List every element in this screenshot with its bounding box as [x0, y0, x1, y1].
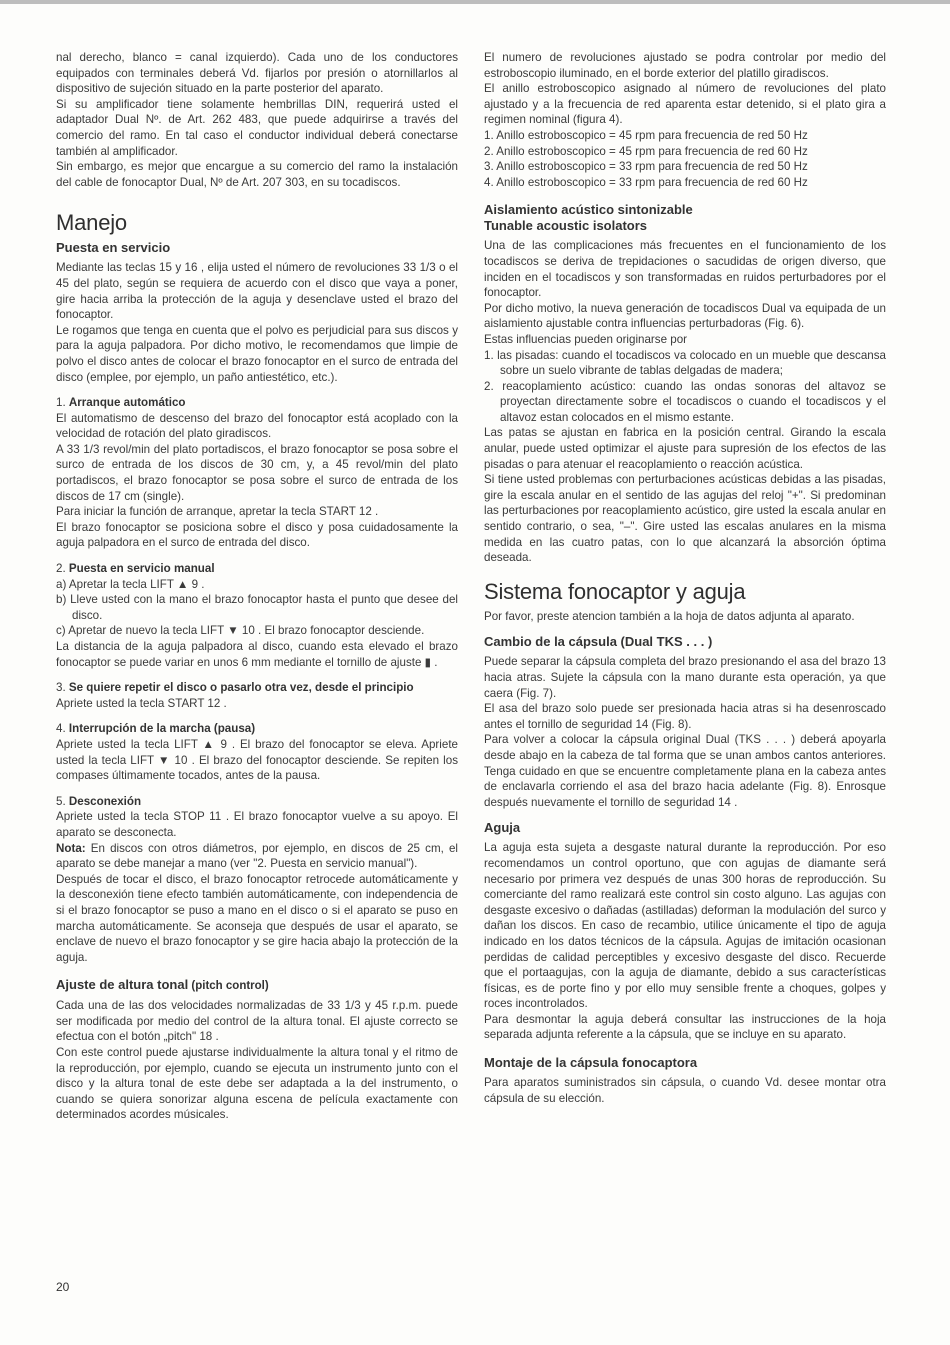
page-number: 20 [56, 1280, 70, 1294]
intro-paragraph-2: Si su amplificador tiene solamente hembrillas DIN, requerirá usted el adaptador Dual Nº. de Art. 262 483, que puede adquirirse a través del comercio del ramo. En tal caso el conductor individual deberá conectarse también al amplificador. [56, 97, 458, 158]
pitch-title: Ajuste de altura tonal [56, 977, 189, 993]
section-title-manejo: Manejo [56, 210, 127, 236]
puesta-paragraph-2: Le rogamos que tenga en cuenta que el polvo es perjudicial para sus discos y para la aguja palpadora. Por dicho motivo, le recomendamos que limpie de polvo el disco antes de colocar el brazo fonocaptor en el surco de entrada del disco (emplee, por ejemplo, un paño antiestético, etc.). [56, 323, 458, 384]
pitch-paragraph-1: Cada una de las dos velocidades normalizadas de 33 1/3 y 45 r.p.m. puede ser modificada por medio del control de la altura tonal. El ajuste correcto se efectua con el botón „pitch" 18 . [56, 999, 458, 1044]
after-play-paragraph: Después de tocar el disco, el brazo fonocaptor retrocede automáticamente y la desconexión tiene efecto también automáticamente, con independencia de si el brazo fonocaptor se puso a mano en el disco o si el aparato se puso en marcha automáticamente. Se aconseja que después de usar el aparato, se enclave de nuevo el brazo fonocaptor y se gire hacia abajo la protección de la aguja. [56, 872, 458, 964]
step-heading-4 [56, 721, 458, 737]
step-heading-2 [56, 561, 458, 577]
step-title: Se quiere repetir el disco o pasarlo otra vez, desde el principio [68, 681, 414, 695]
note-text: En discos con otros diámetros, por ejemplo, en discos de 25 cm, el aparato se debe manejar a mano (ver "2. Puesta en servicio manual"). [56, 841, 458, 871]
step-title: Interrupción de la marcha (pausa) [68, 722, 256, 736]
step-heading-1 [56, 395, 458, 411]
montaje-paragraph: Para aparatos suministrados sin cápsula, o cuando Vd. desee montar otra cápsula de su elección. [484, 1076, 886, 1105]
strobe-list [484, 128, 886, 190]
cambio-paragraph-1: Puede separar la cápsula completa del brazo presionando el asa del brazo 13 hacia atras. Sujete la cápsula con la mano durante esta operación, ya que caera (Fig. 7). [484, 655, 886, 700]
step-heading-5 [56, 794, 458, 810]
step-number: 3. [56, 681, 66, 695]
step-title: Puesta en servicio manual [68, 562, 215, 576]
strobe-paragraph-1: El numero de revoluciones ajustado se podra controlar por medio del estroboscopio iluminado, en el borde exterior del platillo giradiscos. [484, 51, 886, 80]
scan-edge [0, 0, 950, 4]
cambio-paragraph-2: El asa del brazo solo puede ser presionada hacia atras si ha desenroscado antes el tornillo de seguridad 14 (Fig. 8). [484, 702, 886, 731]
step1-paragraph-2: A 33 1/3 revol/min del plato portadiscos, el brazo fonocaptor se posa sobre el surco de entrada de los discos de 30 cm, y, a 45 revol/min del plato portadiscos, el brazo fonocaptor se posa sobre el surco de entrada de los discos de 17 cm (single). [56, 442, 458, 503]
step1-paragraph-4: El brazo fonocaptor se posiciona sobre el disco y posa cuidadosamente la aguja palpadora en el surco de entrada del disco. [56, 520, 458, 550]
step1-paragraph-3: Para iniciar la función de arranque, apretar la tecla START 12 . [56, 505, 379, 519]
manual-steps-list [56, 577, 458, 639]
subsection-title-montaje: Montaje de la cápsula fonocaptora [484, 1055, 698, 1071]
step2-paragraph: La distancia de la aguja palpadora al disco, cuando esta elevado el brazo fonocaptor se puede variar en unos 6 mm mediante el tornillo de ajuste ▮ . [56, 640, 458, 669]
step-title: Desconexión [68, 794, 142, 808]
note-label: Nota: [56, 841, 86, 855]
subsection-title-puesta: Puesta en servicio [56, 240, 171, 256]
isolator-paragraph-4: Las patas se ajustan en fabrica en la posición central. Girando la escala anular, puede usted optimizar el ajuste para supresión de los efectos de las pisadas o para atenuar el reacoplamiento o reacción acústica. [484, 426, 886, 471]
isolator-paragraph-3: Estas influencias pueden originarse por [484, 332, 688, 346]
strobe-paragraph-2: El anillo estroboscopico asignado al número de revoluciones del plato ajustado y a la frecuencia de red aparenta estar detenido, si el plato gira a regimen nominal (figura 4). [484, 82, 886, 127]
aguja-paragraph-1: La aguja esta sujeta a desgaste natural durante la reproducción. Por eso recomendamos un control oportuno, que con agujas de diamante será necesario por primera vez después de unas 300 horas de reproducción. Su comerciante del ramo realizará este control sin costo alguno. Las agujas con desgaste excesivo o dañadas (astilladas) deforman la modulación del surco y dañan los discos. En caso de recambio, utilice únicamente el tipo de aguja indicado en los datos técnicos de la cápsula. Agujas de imitación ocasionan perdidas de calidad perceptibles y excesivo desgaste del disco. Recuerde que el portaagujas, con la aguja de diamante, debido a sus características físicas, es de porte fino y por ello muy sensible frente a choques, golpes y roces incontrolados. [484, 841, 886, 1011]
step5-paragraph: Apriete usted la tecla STOP 11 . El brazo fonocaptor vuelve a su apoyo. El aparato se desconecta. [56, 810, 458, 839]
step-number: 1. [56, 396, 66, 410]
step-number: 4. [56, 722, 66, 736]
isolator-paragraph-5: Si tiene usted problemas con perturbaciones acústicas debidas a las pisadas, gire la escala anular en el sentido de las agujas del reloj "+". Si predominan las perturbaciones por reacoplamiento acústico, gire usted la escala anular en sentido contrario, o sea, "–". Gire usted las escalas anulares en la misma medida en las cuatro patas, con lo que alcanzará la absorción óptima deseada. [484, 473, 886, 565]
intro-paragraph-3: Sin embargo, es mejor que encargue a su comercio del ramo la instalación del cable de fonocaptor Dual, Nº de Art. 207 303, en su tocadiscos. [56, 160, 458, 189]
list-item: 3. Anillo estroboscopico = 33 rpm para frecuencia de red 50 Hz [484, 160, 808, 174]
subsection-title-aguja: Aguja [484, 820, 521, 836]
step-heading-3 [56, 680, 458, 696]
isolator-paragraph-2: Por dicho motivo, la nueva generación de tocadiscos Dual va equipada de un aislamiento ajustable contra influencias perturbadoras (Fig. 6). [484, 301, 886, 331]
sistema-paragraph: Por favor, preste atencion también a la hoja de datos adjunta al aparato. [484, 609, 855, 623]
step4-paragraph: Apriete usted la tecla LIFT ▲ 9 . El brazo del fonocaptor se eleva. Apriete usted la tecla LIFT ▼ 10 . El brazo del fonocaptor desciende. Se repiten los compases últimamente tocados, antes de la pausa. [56, 737, 458, 783]
aguja-paragraph-2: Para desmontar la aguja deberá consultar las instrucciones de la hoja separada adjunta referente a la cápsula, que se incluye en su aparato. [484, 1012, 886, 1042]
note-paragraph [56, 841, 458, 872]
cambio-paragraph-3: Para volver a colocar la cápsula original Dual (TKS . . . ) deberá apoyarla desde abajo en la cabeza de tal forma que se unan ambos cantos anteriores. Tenga cuidado en que se encuentre completamente plana en la cabeza antes de enclavarla corriendo el asa del brazo hacia adelante (Fig. 8). Enrosque después nuevamente el tornillo de seguridad 14 . [484, 733, 886, 809]
list-item: c) Apretar de nuevo la tecla LIFT ▼ 10 . El brazo fonocaptor desciende. [56, 624, 425, 638]
pitch-paragraph-2: Con este control puede ajustarse individualmente la altura tonal y el ritmo de la reproducción, por ejemplo, cuando se ejecuta un instrumento junto con el disco y la altura tonal de este debe ser adaptada a la del instrumento, o cuando se quiera sonorizar alguna escena de película exactamente con determinados acordes músicales. [56, 1046, 458, 1122]
list-item: b) Lleve usted con la mano el brazo fonocaptor hasta el punto que desee del disco. [56, 593, 458, 622]
puesta-paragraph-1: Mediante las teclas 15 y 16 , elija usted el número de revoluciones 33 1/3 o el 45 del plato, según se requiera de acuerdo con el disco que vaya a poner, gire hacia arriba la protección de la aguja y desenclave usted el brazo del fonocaptor. [56, 261, 458, 322]
pitch-title-small: (pitch control) [188, 980, 269, 993]
step-number: 5. [56, 794, 66, 808]
isolator-list [484, 348, 886, 426]
step1-paragraph-1: El automatismo de descenso del brazo del fonocaptor está acoplado con la velocidad de rotación del plato giradiscos. [56, 411, 458, 441]
subsection-title-pitch [56, 977, 458, 994]
subsection-title-tunable: Tunable acoustic isolators [484, 218, 648, 234]
right-column [484, 50, 886, 1106]
list-item: 4. Anillo estroboscopico = 33 rpm para frecuencia de red 60 Hz [484, 175, 808, 189]
list-item: 1. Anillo estroboscopico = 45 rpm para frecuencia de red 50 Hz [484, 128, 808, 142]
step3-paragraph: Apriete usted la tecla START 12 . [56, 696, 227, 710]
isolator-paragraph-1: Una de las complicaciones más frecuentes en el funcionamiento de los tocadiscos se deriva de trepidaciones o sacudidas de origen diverso, que inciden en el tocadiscos y son transformadas en ruidos perturbadores por el fonocaptor. [484, 239, 886, 300]
section-title-sistema: Sistema fonocaptor y aguja [484, 578, 746, 604]
subsection-title-cambio: Cambio de la cápsula (Dual TKS . . . ) [484, 634, 713, 650]
step-number: 2. [56, 562, 66, 576]
step-title: Arranque automático [68, 396, 186, 410]
left-column [56, 50, 458, 1123]
list-item: 1. las pisadas: cuando el tocadiscos va colocado en un mueble que descansa sobre un suelo vibrante de tablas delgadas de madera; [484, 348, 886, 378]
list-item: 2. reacoplamiento acústico: cuando las ondas sonoras del altavoz se proyectan directamente sobre el tocadiscos o cuando el tocadiscos y el altavoz estan colocados en el mismo estante. [484, 379, 886, 424]
list-item: a) Apretar la tecla LIFT ▲ 9 . [56, 577, 205, 591]
intro-paragraph-1: nal derecho, blanco = canal izquierdo). Cada uno de los conductores equipados con terminales deberá Vd. fijarlos por presión o atornillarlos al dispositivo de sujeción situado en la parte posterior del aparato. [56, 51, 458, 96]
list-item: 2. Anillo estroboscopico = 45 rpm para frecuencia de red 60 Hz [484, 144, 808, 158]
subsection-title-aislamiento: Aislamiento acústico sintonizable [484, 202, 693, 218]
